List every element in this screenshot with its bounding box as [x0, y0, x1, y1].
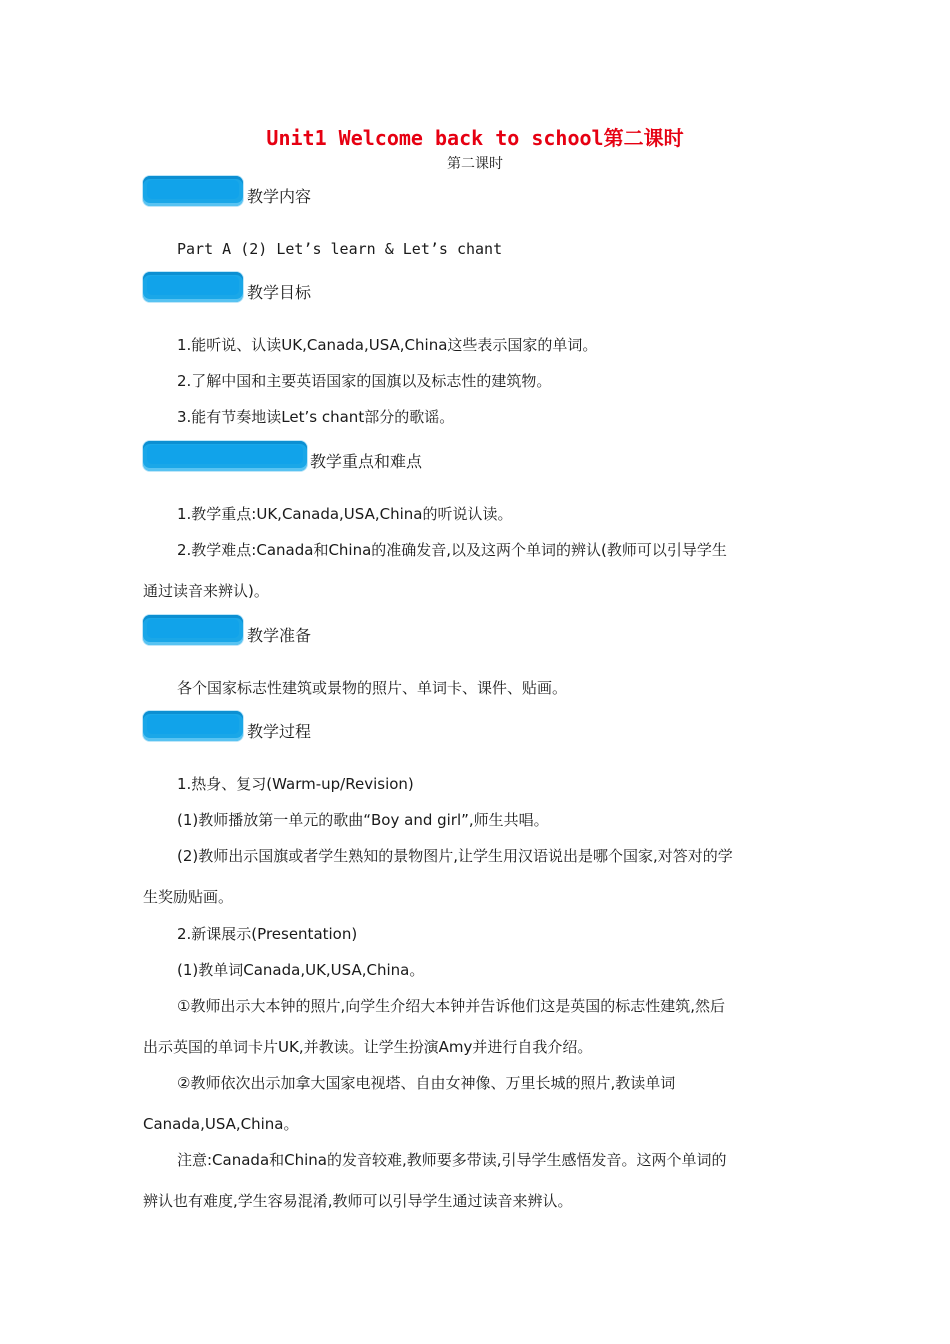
- process-line: ①教师出示大本钟的照片,向学生介绍大本钟并告诉他们这是英国的标志性建筑,然后: [177, 997, 725, 1015]
- keypoint-item: 2.教学难点:Canada和China的准确发音,以及这两个单词的辨认(教师可以引导学生: [177, 541, 727, 559]
- process-line: ②教师依次出示加拿大国家电视塔、自由女神像、万里长城的照片,教读单词: [177, 1074, 676, 1092]
- process-line: 2.新课展示(Presentation): [177, 925, 358, 943]
- process-line: (1)教师播放第一单元的歌曲“Boy and girl”,师生共唱。: [177, 811, 549, 829]
- process-line: 辨认也有难度,学生容易混淆,教师可以引导学生通过读音来辨认。: [143, 1192, 573, 1210]
- process-line: 出示英国的单词卡片UK,并教读。让学生扮演Amy并进行自我介绍。: [143, 1038, 593, 1056]
- process-line: (1)教单词Canada,UK,USA,China。: [177, 961, 425, 979]
- section-tag: [143, 272, 243, 302]
- document-subtitle: 第二课时: [447, 156, 503, 172]
- section-tag: [143, 441, 307, 471]
- process-line: Canada,USA,China。: [143, 1115, 299, 1133]
- process-line: 生奖励贴画。: [143, 888, 234, 906]
- keypoint-item: 1.教学重点:UK,Canada,USA,China的听说认读。: [177, 505, 513, 523]
- process-line: 1.热身、复习(Warm-up/Revision): [177, 775, 414, 793]
- process-line: 注意:Canada和China的发音较难,教师要多带读,引导学生感悟发音。这两个单词的: [177, 1151, 727, 1169]
- objective-item: 3.能有节奏地读Let’s chant部分的歌谣。: [177, 408, 455, 426]
- objective-item: 1.能听说、认读UK,Canada,USA,China这些表示国家的单词。: [177, 336, 598, 354]
- keypoint-item: 通过读音来辨认)。: [143, 582, 269, 600]
- section-heading: 教学准备: [247, 626, 312, 645]
- document-title: Unit1 Welcome back to school第二课时: [266, 126, 684, 150]
- content-text: Part A (2) Let’s learn & Let’s chant: [177, 240, 503, 258]
- section-tag: [143, 615, 243, 645]
- section-heading: 教学内容: [247, 187, 312, 206]
- objective-item: 2.了解中国和主要英语国家的国旗以及标志性的建筑物。: [177, 372, 552, 390]
- process-line: (2)教师出示国旗或者学生熟知的景物图片,让学生用汉语说出是哪个国家,对答对的学: [177, 847, 733, 865]
- section-heading: 教学重点和难点: [310, 452, 423, 471]
- section-heading: 教学过程: [247, 722, 312, 741]
- preparation-text: 各个国家标志性建筑或景物的照片、单词卡、课件、贴画。: [177, 679, 568, 697]
- section-tag: [143, 711, 243, 741]
- section-heading: 教学目标: [247, 283, 312, 302]
- section-tag: [143, 176, 243, 206]
